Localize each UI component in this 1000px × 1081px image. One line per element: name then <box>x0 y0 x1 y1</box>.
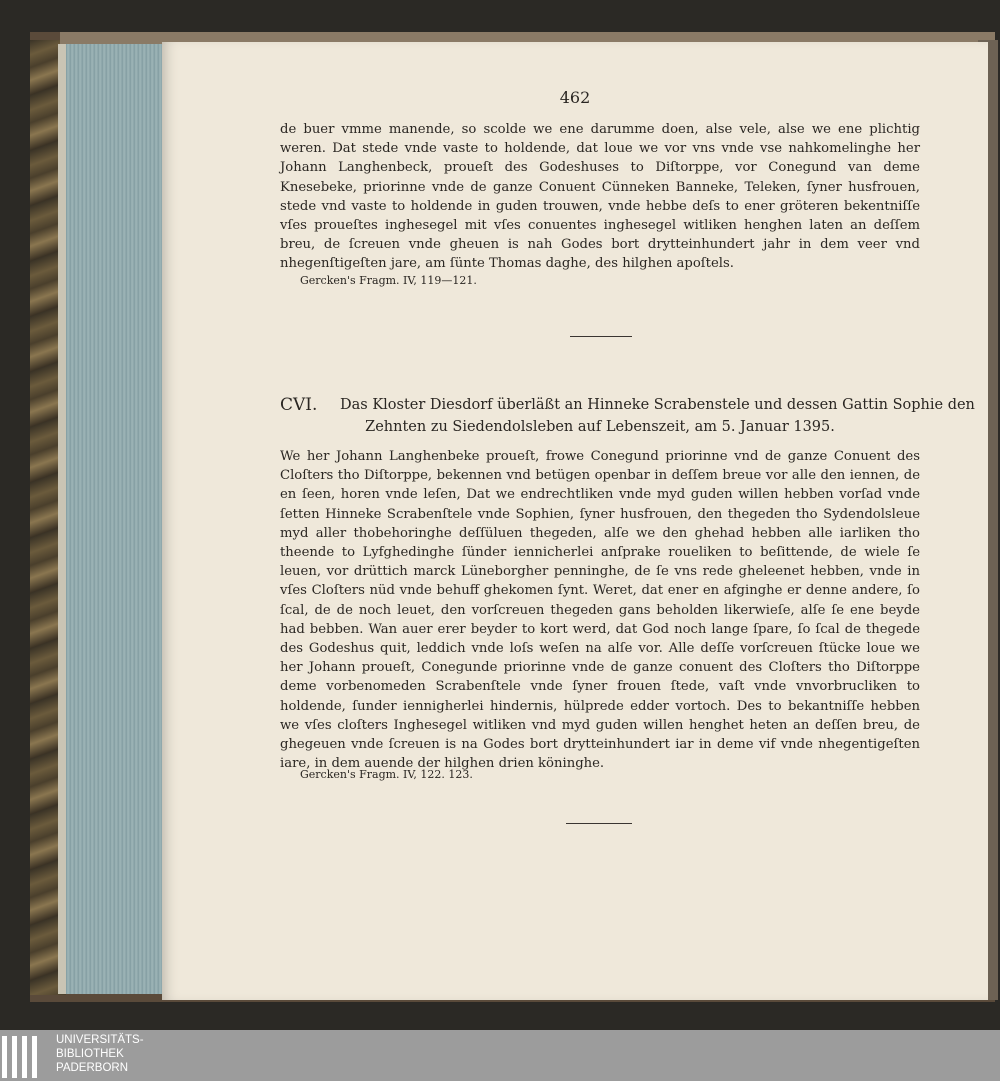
section-divider <box>570 336 632 337</box>
logo-line-2: BIBLIOTHEK <box>56 1048 124 1060</box>
library-footer <box>0 1030 1000 1081</box>
book-page <box>162 42 988 1000</box>
logo-line-1: UNIVERSITÄTS- <box>56 1034 144 1046</box>
library-logo-text <box>56 1033 144 1075</box>
heading-title-line-1: Das Kloster Diesdorf überläßt an Hinneke Scrabenstele und dessen Gattin Sophie den <box>340 397 975 413</box>
page-number: 462 <box>559 88 591 107</box>
library-logo-icon <box>2 1036 44 1078</box>
paragraph-text: de buer vmme manende, so scolde we ene darumme doen, alse vele, alse we ene plichtig weren. Dat stede vnde vaste to holdende, dat loue we vor vns vnde vse nahkomelinghe her Johann Langhenbeck, proueſt des Godeshuses to Diſtorppe, vor Conegund van deme Knesebeke, priorinne vnde de ganze Conuent Cünneken Banneke, Teleken, ſyner husfrouen, stede vnd vaste to holdende in guden trouwen, vnde hebbe deſs to ener gröteren bekentniſſe vſes proueſtes inghesegel mit vſes conuentes inghesegel witliken henghen laten an deſſem breu, de ſcreuen vnde gheuen is nah Godes bort drytteinhundert jahr in dem veer vnd nhegenſtigeſten jare, am ſünte Thomas daghe, des hilghen apoſtels. <box>280 122 920 272</box>
page-stack-edge <box>58 44 168 994</box>
document-paragraph-2 <box>280 447 920 773</box>
document-number: CVI. <box>280 395 318 415</box>
heading-title-line-2: Zehnten zu Siedendolsleben auf Lebenszeit, am 5. Januar 1395. <box>365 419 835 435</box>
source-citation-2: Gercken's Fragm. IV, 122. 123. <box>300 768 473 781</box>
page-stack-highlight <box>58 44 66 994</box>
paragraph-text: We her Johann Langhenbeke proueſt, frowe Conegund priorinne vnd de ganze Conuent des Cloſters tho Diſtorppe, bekennen vnd betügen openbar in deſſem breue vor alle den iennen, de en ſeen, horen vnde leſen, Dat we endrechtliken vnde myd guden willen hebben vorſad vnde ſetten Hinneke Scrabenſtele vnde Sophien, ſyner husfrouen, den thegeden tho Sydendolsleue myd aller thobehoringhe deſſüluen thegeden, alſe we den ghehad hebben alle iarliken tho theende to Lyfghedinghe ſünder iennicherlei anſprake roueliken to beſittende, de wiele ſe leuen, vor drüttich marck Lüneborgher penninghe, de ſe vns rede gheleenet hebben, vnde in vſes Cloſters nüd vnde behuff ghekomen ſynt. Weret, dat ener en afginghe er denne andere, ſo ſcal, de de noch leuet, den vorſcreuen thegeden gans beholden likerwieſe, alſe ſe ene beyde had bebben. Wan auer erer beyder to kort werd, dat God noch lange ſpare, ſo ſcal de thegede des Godeshus quit, leddich vnde loſs weſen na alſe vor. Alle deſſe vorſcreuen ſtücke loue we her Johann proueſt, Conegunde priorinne vnde de ganze conuent des Cloſters tho Diſtorppe deme vorbenomeden Scrabenſtele vnde ſyner frouen ſtede, vaſt vnde vnvorbrucliken to holdende, ſunder iennigherlei hindernis, hülprede edder vortoch. Des to bekantniſſe hebben we vſes cloſters Inghesegel witliken vnd myd guden willen henghet heten an deſſen breu, de ghegeuen vnde ſcreuen is na Godes bort drytteinhundert iar in deme vif vnde nhegentigeſten iare, in dem auende der hilghen drien köninghe. <box>280 449 920 772</box>
document-paragraph-1 <box>280 120 920 274</box>
section-divider <box>566 823 632 824</box>
logo-line-3: PADERBORN <box>56 1062 128 1074</box>
source-citation-1: Gercken's Fragm. IV, 119—121. <box>300 274 477 287</box>
